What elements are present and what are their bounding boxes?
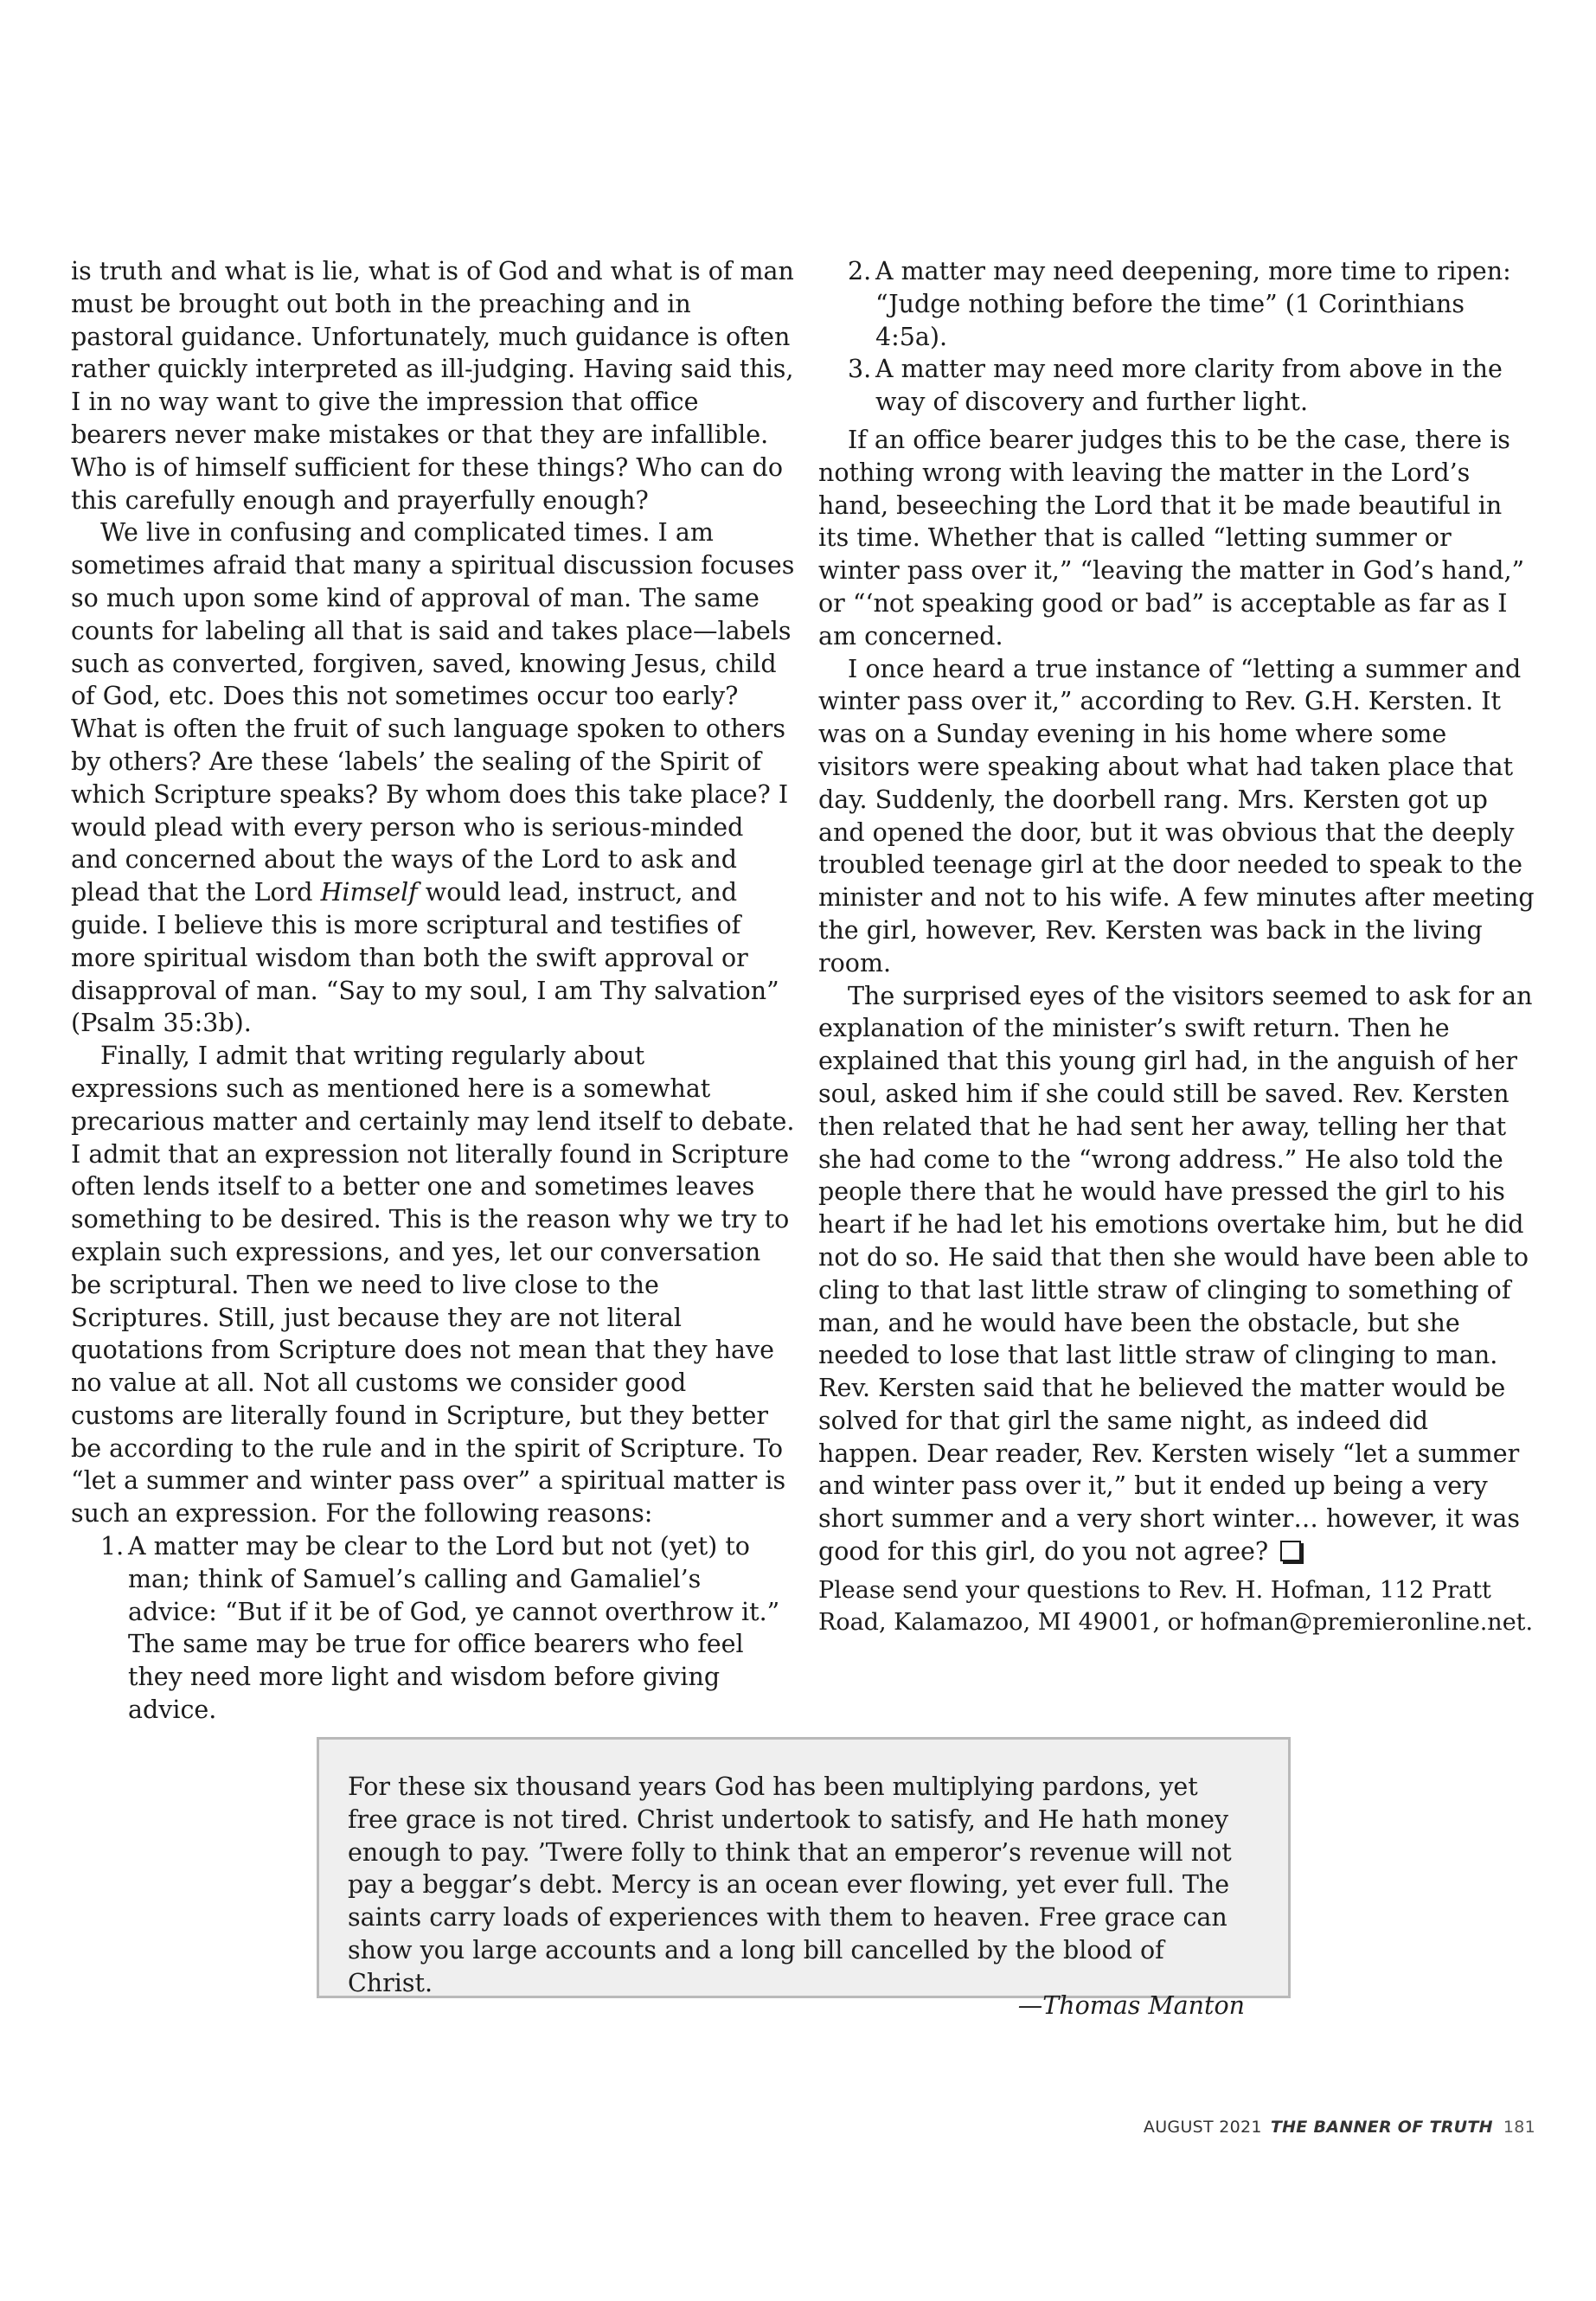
article-paragraph: is truth and what is lie, what is of God and what is of man must be brought out both in the preaching and in pastoral guidance. Unfortunately, much guidance is often rather quickly interpreted as ill-judging. Having said this, I in no way want to give the impression that office bearers never make mistakes or that they are infallible. Who is of himself sufficient for these things? Who can do this carefully enough and prayerfully enough? [71, 257, 794, 515]
right-column [818, 255, 1536, 1568]
quote-author: —Thomas Manton [1017, 1990, 1245, 2020]
reasons-list [71, 1530, 796, 1727]
left-column [71, 255, 796, 1727]
article-paragraph: I once heard a true instance of “letting a summer and winter pass over it,” according to Rev. G.H. Kersten. It was on a Sunday evening in his home where some visitors were speaking about what had taken place that day. Suddenly, the doorbell rang. Mrs. Kersten got up and opened the door, but it was obvious that the deeply troubled teenage girl at the door needed to speak to the minister and not to his wife. A few minutes after meeting the girl, however, Rev. Kersten was back in the living room. [818, 654, 1535, 977]
list-item [818, 255, 1536, 353]
article-paragraph: We live in confusing and complicated times. I am sometimes afraid that many a spiritual discussion focuses so much upon some kind of approval of man. The same counts for labeling all that is said and takes place—labels such as converted, forgiven, saved, knowing Jesus, child of God, etc. Does this not sometimes occur too early? What is often the fruit of such language spoken to others by others? Are these ‘labels’ the sealing of the Spirit of which Scripture speaks? By whom does this take place? I would plead with every person who is serious-minded and concerned about the ways of the Lord to ask and plead that the Lord Himself would lead, instruct, and guide. I believe this is more scriptural and testifies of more spiritual wisdom than both the swift approval or disapproval of man. “Say to my soul, I am Thy salvation” (Psalm 35:3b). [71, 518, 795, 1038]
list-item [818, 353, 1536, 419]
article-paragraph: The surprised eyes of the visitors seemed to ask for an explanation of the minister’s swift return. Then he explained that this young girl had, in the anguish of her soul, asked him if she could still be saved. Rev. Kersten then related that he had sent her away, telling her that she had come to the “wrong address.” He also told the people there that he would have pressed the girl to his heart if he had let his emotions overtake him, but he did not do so. He said that then she would have been able to cling to that last little straw of clinging to something of man, and he would have been the obstacle, but she needed to lose that last little straw of clinging to man. Rev. Kersten said that he believed the matter would be solved for that girl the same night, as indeed did happen. Dear reader, Rev. Kersten wisely “let a summer and winter pass over it,” but it ended up being a very short summer and a very short winter… however, it was good for this girl, do you not agree? [818, 981, 1533, 1567]
page-number: 181 [1503, 2118, 1535, 2137]
list-item-text: A matter may be clear to the Lord but not (yet) to man; think of Samuel’s calling and Gamaliel’s advice: “But if it be of God, ye cannot overthrow it.” The same may be true for office bearers who feel they need more light and wisdom before giving advice. [128, 1532, 780, 1725]
page-footer [1144, 2118, 1535, 2137]
list-number: 2. [848, 257, 872, 285]
article-paragraph: Finally, I admit that writing regularly about expressions such as mentioned here is a somewhat precarious matter and certainly may lend itself to debate. I admit that an expression not literally found in Scripture often lends itself to a better one and sometimes leaves something to be desired. This is the reason why we try to explain such expressions, and yes, let our conversation be scriptural. Then we need to live close to the Scriptures. Still, just because they are not literal quotations from Scripture does not mean that they have no value at all. Not all customs we consider good customs are literally found in Scripture, but they better be according to the rule and in the spirit of Scripture. To “let a summer and winter pass over” a spiritual matter is such an expression. For the following reasons: [71, 1042, 795, 1529]
list-item-text: A matter may need more clarity from above in the way of discovery and further light. [875, 355, 1503, 417]
list-number: 3. [848, 355, 872, 384]
contact-note: Please send your questions to Rev. H. Hofman, 112 Pratt Road, Kalamazoo, MI 49001, or hofman@premieronline.net. [818, 1577, 1534, 1636]
article-paragraph: If an office bearer judges this to be the case, there is nothing wrong with leaving the matter in the Lord’s hand, beseeching the Lord that it be made beautiful in its time. Whether that is called “letting summer or winter pass over it,” “leaving the matter in God’s hand,” or “‘not speaking good or bad” is acceptable as far as I am concerned. [818, 425, 1525, 651]
list-item [71, 1530, 796, 1727]
reasons-list [818, 255, 1536, 419]
issue-date: AUGUST 2021 [1143, 2118, 1262, 2137]
emphasis-himself: Himself [320, 878, 418, 907]
list-item-text: A matter may need deepening, more time to ripen: “Judge nothing before the time” (1 Corinthians 4:5a). [875, 257, 1511, 351]
magazine-title: THE BANNER OF TRUTH [1270, 2118, 1493, 2137]
end-of-article-icon [1280, 1541, 1301, 1561]
quote-text: For these six thousand years God has been multiplying pardons, yet free grace is not tired. Christ undertook to satisfy, and He hath money enough to pay. ’Twere folly to think that an emperor’s revenue will not pay a beggar’s debt. Mercy is an ocean ever flowing, yet ever full. The saints carry loads of experiences with them to heaven. Free grace can show you large accounts and a long bill cancelled by the blood of Christ. [348, 1772, 1232, 1997]
quote-box [317, 1737, 1291, 2020]
list-number: 1. [100, 1532, 125, 1561]
